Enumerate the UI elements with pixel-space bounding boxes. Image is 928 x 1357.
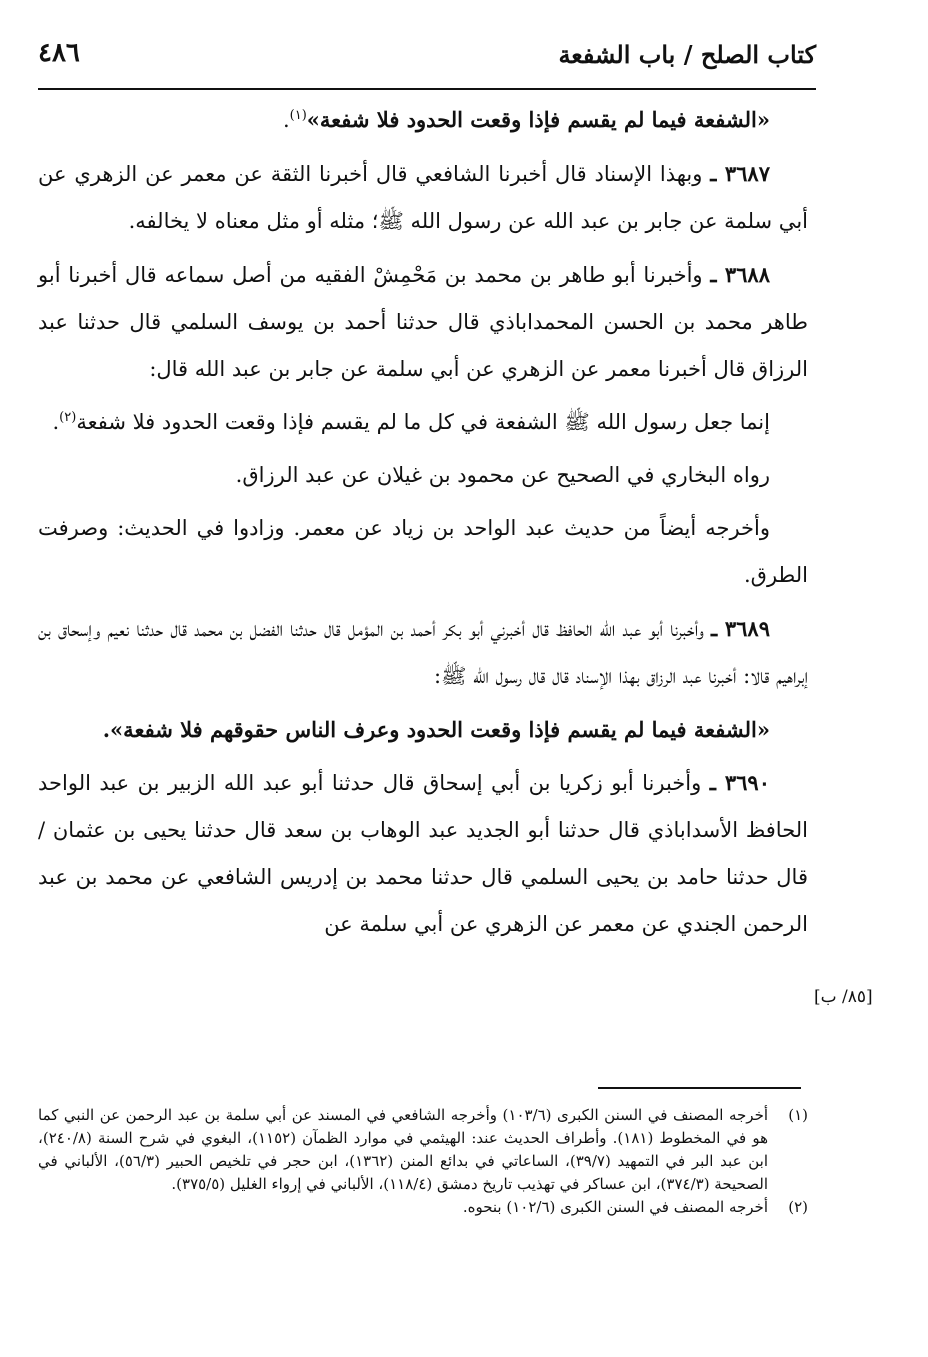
footnote-ref: (٢) bbox=[59, 410, 77, 425]
narration-note: وأخرجه أيضاً من حديث عبد الواحد بن زياد عن معمر. وزادوا في الحديث: وصرفت الطرق. bbox=[38, 516, 808, 587]
hadith-quote bbox=[38, 399, 808, 446]
footnote-mark: (٢) bbox=[788, 1198, 808, 1216]
quote-tail: . bbox=[282, 108, 290, 132]
quote-text: «الشفعة فيما لم يقسم فإذا وقعت الحدود فلا شفعة» bbox=[306, 107, 770, 132]
quote-tail: . bbox=[52, 410, 60, 434]
hadith-entry bbox=[38, 759, 808, 948]
hadith-text: وأخبرنا أبو زكريا بن أبي إسحاق قال حدثنا أبو عبد الله الزبير بن عبد الواحد الحافظ الأسداباذي قال حدثنا أبو الجديد عبد الوهاب بن سعد قال حدثنا يحيى بن عثمان /قال حدثنا حامد بن يحيى السلمي قال حدثنا محمد بن إدريس الشافعي عن محمد بن عبد الرحمن الجندي عن معمر عن الزهري عن أبي سلمة عن bbox=[38, 771, 808, 936]
main-text bbox=[38, 96, 808, 954]
hadith-text: وبهذا الإسناد قال أخبرنا الشافعي قال أخبرنا الثقة عن معمر عن الزهري عن أبي سلمة عن جابر بن عبد الله عن رسول الله ﷺ؛ مثله أو مثل معناه لا يخالفه. bbox=[38, 162, 808, 233]
footnote-ref: (١) bbox=[289, 108, 307, 123]
narration-note: رواه البخاري في الصحيح عن محمود بن غيلان عن عبد الرزاق. bbox=[235, 463, 770, 487]
hadith-text: وأخبرنا أبو طاهر بن محمد بن مَحْمِشْ الفقيه من أصل سماعه قال أخبرنا أبو طاهر محمد بن الحسن المحمداباذي قال حدثنا أحمد بن يوسف السلمي قال حدثنا عبد الرزاق قال أخبرنا معمر عن الزهري عن أبي سلمة عن جابر بن عبد الله قال: bbox=[38, 263, 808, 381]
hadith-quote bbox=[38, 96, 808, 144]
hadith-entry bbox=[38, 251, 808, 393]
footnote-text: أخرجه المصنف في السنن الكبرى (١٠٣/٦) وأخرجه الشافعي في المسند عن أبي سلمة بن عبد الرحمن عن النبي كما هو في المخطوط (١٨١). وأطراف الحديث عند: الهيثمي في موارد الظمآن (١١٥٢)، البغوي في شرح السنة (٢٤٠/٨)، ابن عبد البر في التمهيد (٣٩/٧)، الساعاتي في بدائع المنن (١٣٦٢)، ابن حجر في تلخيص الحبير (٥٦/٣)، الألباني في الصحيحة (٣٧٤/٣)، ابن عساكر في تهذيب تاريخ دمشق (١١٨/٤)، الألباني في إرواء الغليل (٣٧٥/٥). bbox=[38, 1106, 769, 1193]
manuscript-folio-marker: [٨٥/ ب] bbox=[814, 987, 873, 1007]
footnote-text: أخرجه المصنف في السنن الكبرى (١٠٢/٦) بنحوه. bbox=[462, 1198, 768, 1216]
hadith-quote: «الشفعة فيما لم يقسم فإذا وقعت الحدود وعرف الناس حقوقهم فلا شفعة». bbox=[102, 717, 770, 742]
page-header bbox=[38, 28, 816, 90]
hadith-entry bbox=[38, 605, 808, 700]
footnote-mark: (١) bbox=[788, 1106, 808, 1124]
hadith-text: وأخبرنا أبو عبد الله الحافظ قال أخبرني أبو بكر أحمد بن المؤمل قال حدثنا الفضل بن محمد قال حدثنا نعيم وإسحاق بن إبراهيم قالا: أخبرنا عبد الرزاق بهذا الإسناد قال قال رسول الله ﷺ: bbox=[38, 617, 808, 688]
hadith-number: ٣٦٨٩ ـ bbox=[711, 616, 770, 641]
footnote bbox=[38, 1104, 808, 1196]
hadith-entry bbox=[38, 150, 808, 245]
hadith-number: ٣٦٨٧ ـ bbox=[710, 161, 770, 186]
page-number: ٤٨٦ bbox=[38, 38, 80, 68]
footnote-divider bbox=[598, 1087, 801, 1089]
hadith-number: ٣٦٩٠ ـ bbox=[709, 770, 770, 795]
footnote bbox=[38, 1196, 808, 1219]
footnotes bbox=[38, 1104, 808, 1219]
quote-text: إنما جعل رسول الله ﷺ الشفعة في كل ما لم يقسم فإذا وقعت الحدود فلا شفعة bbox=[76, 410, 770, 434]
running-title: كتاب الصلح / باب الشفعة bbox=[558, 40, 816, 69]
hadith-number: ٣٦٨٨ ـ bbox=[710, 262, 770, 287]
